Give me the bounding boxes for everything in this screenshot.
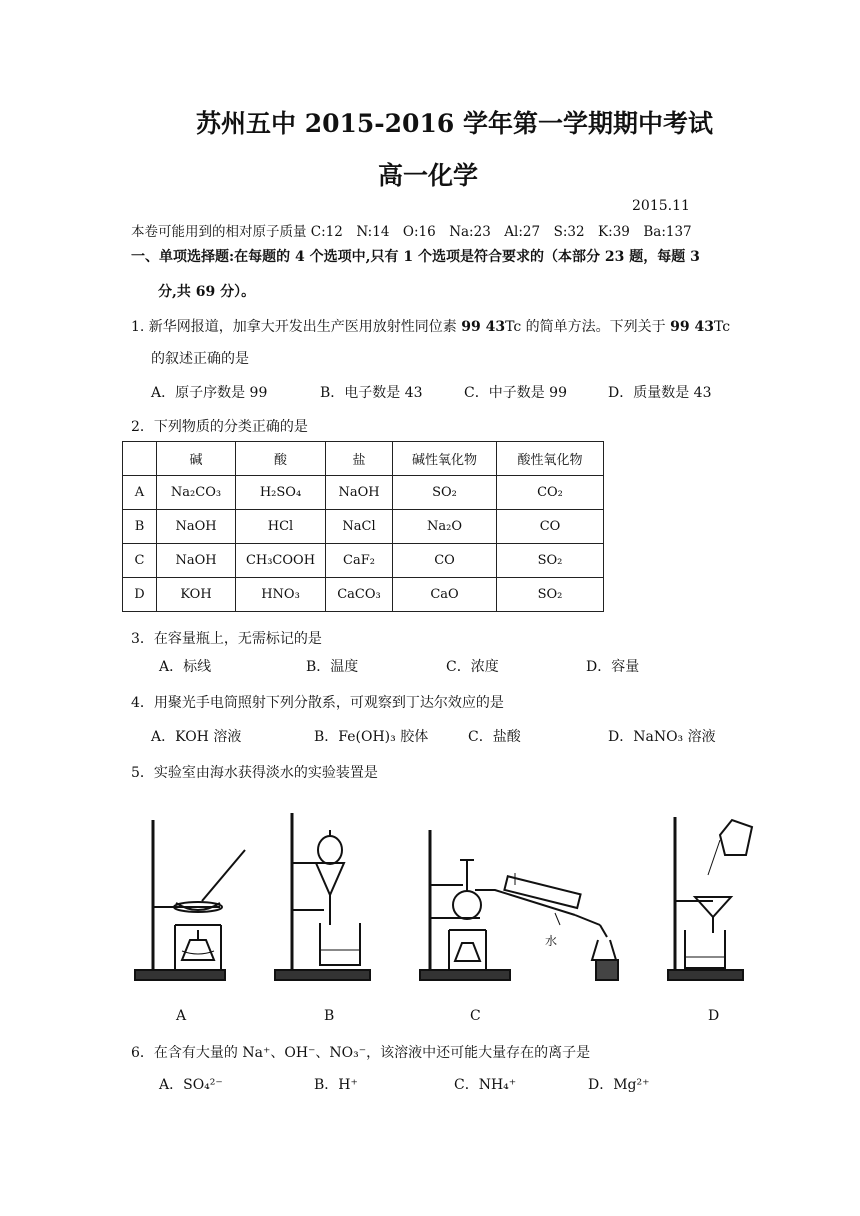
table-cell: CO xyxy=(497,510,604,544)
exam-date: 2015.11 xyxy=(632,198,690,214)
q2-stem: 2．下列物质的分类正确的是 xyxy=(131,419,308,435)
table-header-cell: 碱 xyxy=(157,442,236,476)
q4-option-b: B．Fe(OH)₃ 胶体 xyxy=(314,729,429,745)
table-cell: KOH xyxy=(157,578,236,612)
q3-option-c: C．浓度 xyxy=(446,659,499,675)
table-header-cell xyxy=(123,442,157,476)
row-label: B xyxy=(123,510,157,544)
table-cell: SO₂ xyxy=(497,544,604,578)
table-header-cell: 碱性氧化物 xyxy=(393,442,497,476)
table-cell: Na₂CO₃ xyxy=(157,476,236,510)
q6-option-c: C．NH₄⁺ xyxy=(454,1077,517,1093)
q1-isotope-a: 99 43 xyxy=(461,319,506,335)
q6-option-a: A．SO₄²⁻ xyxy=(159,1077,223,1093)
figure-label-b: B xyxy=(324,1008,335,1024)
q1-option-d: D．质量数是 43 xyxy=(608,385,712,401)
table-row xyxy=(123,544,604,578)
figure-label-d: D xyxy=(708,1008,720,1024)
section-heading-line1: 一、单项选择题:在每题的 4 个选项中,只有 1 个选项是符合要求的（本部分 23 题，每题 3 xyxy=(131,249,700,265)
table-row xyxy=(123,476,604,510)
apparatus-b-separation xyxy=(275,813,370,980)
q1-option-b: B．电子数是 43 xyxy=(320,385,423,401)
table-cell: CaF₂ xyxy=(326,544,393,578)
row-label: D xyxy=(123,578,157,612)
q4-option-c: C．盐酸 xyxy=(468,729,521,745)
q1-option-c: C．中子数是 99 xyxy=(464,385,567,401)
q3-option-b: B．温度 xyxy=(306,659,359,675)
table-cell: Na₂O xyxy=(393,510,497,544)
table-cell: HNO₃ xyxy=(236,578,326,612)
table-row xyxy=(123,578,604,612)
q4-stem: 4．用聚光手电筒照射下列分散系，可观察到丁达尔效应的是 xyxy=(131,695,504,711)
q1-stem-line1 xyxy=(131,316,730,336)
q3-option-d: D．容量 xyxy=(586,659,640,675)
atomic-masses: 本卷可能用到的相对原子质量 C:12 N:14 O:16 Na:23 Al:27 S:32 K:39 Ba:137 xyxy=(131,224,692,240)
row-label: A xyxy=(123,476,157,510)
table-cell: H₂SO₄ xyxy=(236,476,326,510)
exam-title: 苏州五中 2015-2016 学年第一学期期中考试 xyxy=(196,109,713,138)
q1-text-c: Tc xyxy=(713,319,731,335)
figure-label-c: C xyxy=(470,1008,481,1024)
table-row xyxy=(123,510,604,544)
table-cell: CaO xyxy=(393,578,497,612)
exam-subtitle: 高一化学 xyxy=(378,161,479,190)
table-cell: SO₂ xyxy=(393,476,497,510)
row-label: C xyxy=(123,544,157,578)
table-cell: CO xyxy=(393,544,497,578)
table-cell: NaOH xyxy=(326,476,393,510)
q5-stem: 5．实验室由海水获得淡水的实验装置是 xyxy=(131,765,378,781)
apparatus-a-evaporation xyxy=(135,820,245,980)
q6-stem: 6．在含有大量的 Na⁺、OH⁻、NO₃⁻，该溶液中还可能大量存在的离子是 xyxy=(131,1045,591,1061)
q1-option-a: A．原子序数是 99 xyxy=(151,385,268,401)
table-cell: NaOH xyxy=(157,510,236,544)
q1-isotope-b: 99 43 xyxy=(670,319,714,335)
apparatus-d-filtration xyxy=(668,817,752,980)
q6-option-d: D．Mg²⁺ xyxy=(588,1077,650,1093)
table-header-row xyxy=(123,442,604,476)
table-header-cell: 酸性氧化物 xyxy=(497,442,604,476)
table-header-cell: 酸 xyxy=(236,442,326,476)
section-heading-line2: 分,共 69 分）。 xyxy=(158,284,256,300)
q1-stem-line2: 的叙述正确的是 xyxy=(151,351,249,367)
classification-table xyxy=(122,441,604,612)
table-cell: CO₂ xyxy=(497,476,604,510)
q1-text-b: Tc 的简单方法。下列关于 xyxy=(505,319,671,335)
table-cell: NaOH xyxy=(157,544,236,578)
table-cell: NaCl xyxy=(326,510,393,544)
apparatus-figure xyxy=(120,805,760,990)
q1-text-a: 1. 新华网报道，加拿大开发出生产医用放射性同位素 xyxy=(131,319,462,335)
water-label: 水 xyxy=(545,934,558,948)
table-header-cell: 盐 xyxy=(326,442,393,476)
apparatus-c-distillation xyxy=(420,830,618,980)
q4-option-a: A．KOH 溶液 xyxy=(151,729,242,745)
q3-option-a: A．标线 xyxy=(159,659,212,675)
q6-option-b: B．H⁺ xyxy=(314,1077,358,1093)
table-cell: CH₃COOH xyxy=(236,544,326,578)
table-cell: HCl xyxy=(236,510,326,544)
figure-label-a: A xyxy=(176,1008,187,1024)
table-cell: CaCO₃ xyxy=(326,578,393,612)
q4-option-d: D．NaNO₃ 溶液 xyxy=(608,729,716,745)
table-cell: SO₂ xyxy=(497,578,604,612)
q3-stem: 3．在容量瓶上，无需标记的是 xyxy=(131,631,322,647)
